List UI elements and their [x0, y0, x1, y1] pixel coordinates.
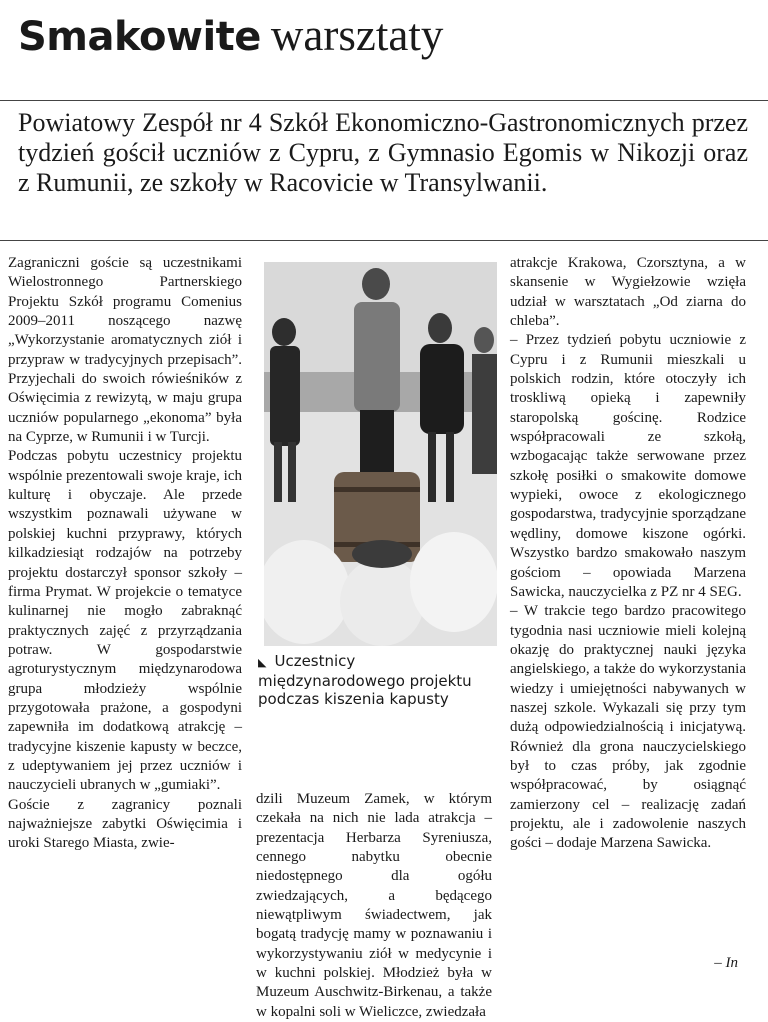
- col3-paragraph-2: – Przez tydzień pobytu uczniowie z Cypru i z Rumunii mieszkali u polskich rodzin, które otoczyły ich troskliwą opieką i zapewniły staropolską gościnę. Rodzice współpracowali ze szkołą, wzbogacając także serwowane przez szkołę posiłki o smakowite domowe wypieki, owoce z ekologicznego gospodarstwa, tradycyjnie sporządzane wędliny, domowe kiszone ogórki. Wszystko bardzo smakowało naszym gościom – opowiada Marzena Sawicka, nauczycielka z PZ nr 4 SEG.: [510, 332, 746, 600]
- title-light: warsztaty: [270, 10, 444, 60]
- author-signature: – In: [714, 955, 738, 971]
- article-title: [18, 6, 443, 66]
- column-left: [8, 254, 242, 854]
- top-rule: [0, 100, 768, 101]
- column-middle: [256, 790, 492, 1022]
- caption-text: Uczestnicy międzynarodowego projektu podczas kiszenia kapusty: [258, 652, 472, 708]
- photo-caption: [258, 652, 494, 708]
- caption-arrow-icon: ◣: [258, 656, 267, 669]
- photo-illustration: [264, 262, 497, 646]
- col3-paragraph-3: – W trakcie tego bardzo pracowitego tygodnia nasi uczniowie mieli kolejną okazję do praktycznej nauki języka angielskiego, a także do wykorzystania wiedzy i umiejętności nabywanych w naszej szkole. Wykazali się przy tym dużą odpowiedzialnością i inicjatywą. Również dla grona nauczycielskiego był to czas próby, jak zgodnie współpracować, by osiągnąć zamierzony cel – realizację zadań projektu, ale i zadowolenie naszych gości – dodaje Marzena Sawicka.: [510, 603, 746, 852]
- col1-paragraph-1: Zagraniczni goście są uczestnikami Wielostronnego Partnerskiego Projektu Szkół programu Comenius 2009–2011 noszącego nazwę „Wykorzystanie aromatycznych ziół i przypraw w tradycyjnych przepisach”. Przyjechali do swoich rówieśników z Oświęcimia z rewizytą, w maju grupa uczniów popularnego „ekonoma” była na Cyprze, w Rumunii i w Turcji.: [8, 255, 242, 446]
- article-photo: [264, 262, 497, 646]
- lead-paragraph: Powiatowy Zespół nr 4 Szkół Ekonomiczno-Gastronomicznych przez tydzień gościł uczniów z Cypru, z Gymnasio Egomis w Nikozji oraz z Rumunii, ze szkoły w Racovicie w Transylwanii.: [18, 108, 748, 197]
- column-right: [510, 254, 746, 854]
- col1-paragraph-2: Podczas pobytu uczestnicy projektu wspólnie prezentowali swoje kraje, ich kulturę i obyczaje. Ale przede wszystkim poznawali używane w polskiej kuchni przyprawy, których kilkadziesiąt rodzajów na potrzeby projektu dostarczył sponsor szkoły – firma Prymat. W projekcie o tematyce kulinarnej nie mogło zabraknąć praktycznych zajęć z przyrządzania potraw. W gospodarstwie agroturystycznym międzynarodowa grupa młodzieży wspólnie przygotowała prażone, a gospodyni zapewniła im dodatkową atrakcję – tradycyjne kiszenie kapusty w beczce, z udeptywaniem jej przez uczniów i nauczycieli ubranych w „gumiaki”.: [8, 448, 242, 794]
- lead-rule: [0, 240, 768, 241]
- title-bold: Smakowite: [18, 14, 261, 60]
- col1-paragraph-3: Goście z zagranicy poznali najważniejsze zabytki Oświęcimia i uroki Starego Miasta, zwie-: [8, 796, 242, 852]
- col2-paragraph-1: dzili Muzeum Zamek, w którym czekała na nich nie lada atrakcja – prezentacja Herbarza Syreniusza, cennego nabytku obecnie niedostępnego dla ogółu zwiedzających, a będącego niewątpliwym świadectwem, jak bogatą tradycję mamy w poznawaniu i wykorzystywaniu ziół w medycynie i w kuchni polskiej. Młodzież była w Muzeum Auschwitz-Birkenau, a także w kopalni soli w Wieliczce, zwiedzała: [256, 791, 492, 1020]
- col3-paragraph-1: atrakcje Krakowa, Czorsztyna, a w skansenie w Wygiełzowie wzięła udział w warsztatach „Od ziarna do chleba”.: [510, 255, 746, 330]
